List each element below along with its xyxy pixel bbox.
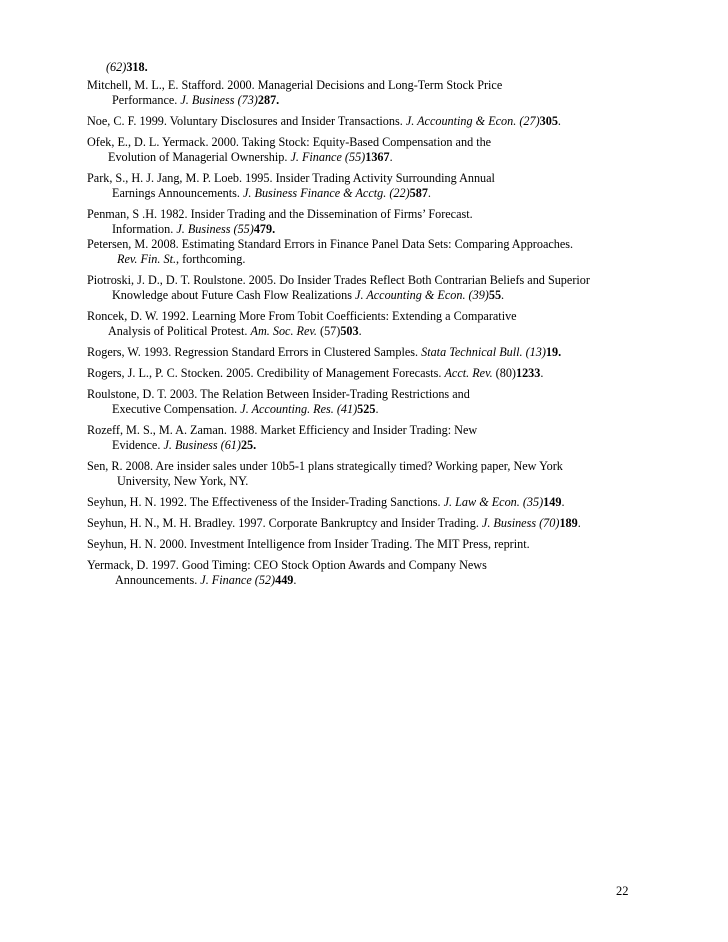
reference-entry: Petersen, M. 2008. Estimating Standard Errors in Finance Panel Data Sets: Comparing Approaches. Rev. Fin. St., forthcoming. (87, 237, 574, 266)
reference-entry: Park, S., H. J. Jang, M. P. Loeb. 1995. Insider Trading Activity Surrounding Annual Earnings Announcements. J. Business Finance & Acctg. (22)587. (87, 171, 495, 200)
reference-entry: Penman, S .H. 1982. Insider Trading and the Dissemination of Firms’ Forecast. Information. J. Business (55)479. (87, 207, 473, 236)
reference-entry: Ofek, E., D. L. Yermack. 2000. Taking Stock: Equity-Based Compensation and the Evolution of Managerial Ownership. J. Finance (55)1367. (87, 135, 492, 164)
reference-entry: Rogers, W. 1993. Regression Standard Errors in Clustered Samples. Stata Technical Bull. (13)19. (87, 345, 562, 359)
reference-entry: Sen, R. 2008. Are insider sales under 10b5-1 plans strategically timed? Working paper, New York University, New York, NY. (87, 459, 563, 488)
reference-continuation (87, 60, 667, 75)
reference-entry: Yermack, D. 1997. Good Timing: CEO Stock Option Awards and Company News Announcements. J. Finance (52)449. (87, 558, 487, 587)
page-number: 22 (616, 884, 629, 898)
journal-volume: (62) (106, 60, 127, 74)
reference-entry: Noe, C. F. 1999. Voluntary Disclosures and Insider Transactions. J. Accounting & Econ. (27)305. (87, 114, 561, 128)
reference-entry: Mitchell, M. L., E. Stafford. 2000. Managerial Decisions and Long-Term Stock Price Performance. J. Business (73)287. (87, 78, 503, 107)
reference-entry: Seyhun, H. N., M. H. Bradley. 1997. Corporate Bankruptcy and Insider Trading. J. Business (70)189. (87, 516, 581, 530)
page-ref: 318. (126, 60, 148, 74)
reference-entry: Seyhun, H. N. 1992. The Effectiveness of the Insider-Trading Sanctions. J. Law & Econ. (35)149. (87, 495, 565, 509)
reference-entry: Rozeff, M. S., M. A. Zaman. 1988. Market Efficiency and Insider Trading: New Evidence. J. Business (61)25. (87, 423, 478, 452)
reference-entry: Roulstone, D. T. 2003. The Relation Between Insider-Trading Restrictions and Executive Compensation. J. Accounting. Res. (41)525. (87, 387, 470, 416)
reference-entry: Seyhun, H. N. 2000. Investment Intelligence from Insider Trading. The MIT Press, reprint. (87, 537, 530, 551)
reference-entry: Piotroski, J. D., D. T. Roulstone. 2005. Do Insider Trades Reflect Both Contrarian Beliefs and Superior Knowledge about Future Cash Flow Realizations J. Accounting & Econ. (39)55. (87, 273, 590, 302)
reference-entry: Rogers, J. L., P. C. Stocken. 2005. Credibility of Management Forecasts. Acct. Rev. (80)1233. (87, 366, 544, 380)
reference-entry: Roncek, D. W. 1992. Learning More From Tobit Coefficients: Extending a Comparative Analysis of Political Protest. Am. Soc. Rev. (57)503. (87, 309, 517, 338)
reference-list (87, 60, 667, 588)
